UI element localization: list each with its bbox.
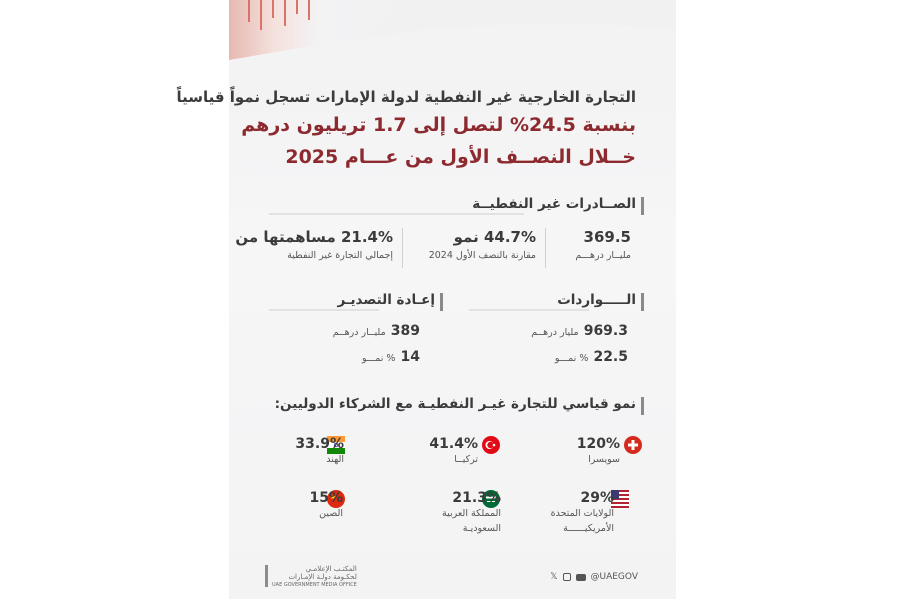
partner-pct: 120% bbox=[576, 436, 620, 452]
reexports-growth-row bbox=[270, 346, 420, 365]
partner-name: الولايات المتحدة bbox=[550, 508, 614, 519]
imports-growth: 22.5 bbox=[593, 349, 628, 365]
reexports-growth-unit: % نمـــو bbox=[361, 353, 396, 364]
reexports-title: إعـادة التصديـر bbox=[337, 292, 435, 308]
partner-switzerland-text bbox=[510, 436, 620, 467]
section-accent-bar bbox=[641, 397, 644, 415]
partner-turkey-text bbox=[368, 436, 478, 467]
infographic-card bbox=[176, 0, 676, 599]
headline-line-1: التجارة الخارجية غير النفطية لدولة الإمارات تسجل نمواً قياسياً bbox=[176, 88, 636, 106]
partner-pct: 41.4% bbox=[429, 436, 478, 452]
reexports-growth: 14 bbox=[400, 349, 420, 365]
imports-value: 969.3 bbox=[583, 323, 628, 339]
section-accent-bar bbox=[641, 197, 644, 215]
imports-unit: مليار درهــم bbox=[531, 327, 579, 338]
headline-line-3: خــلال النصــف الأول من عـــام 2025 bbox=[285, 146, 636, 168]
partner-pct: 15% bbox=[309, 490, 343, 506]
partner-pct: 29% bbox=[580, 490, 614, 506]
stat-separator bbox=[402, 228, 403, 268]
youtube-icon[interactable] bbox=[576, 574, 586, 581]
reexports-section-header bbox=[337, 292, 443, 308]
reexports-value-row bbox=[270, 320, 420, 339]
section-accent-bar bbox=[440, 293, 443, 311]
section-divider bbox=[269, 309, 379, 311]
partner-india-text bbox=[234, 436, 344, 467]
reexports-value: 389 bbox=[390, 323, 420, 339]
government-media-office-logo bbox=[265, 565, 357, 589]
section-divider bbox=[269, 213, 524, 215]
section-accent-bar bbox=[641, 293, 644, 311]
instagram-icon[interactable] bbox=[563, 573, 571, 581]
logo-text-1: المكتـب الإعلامـي bbox=[305, 565, 357, 573]
imports-section-header bbox=[557, 292, 644, 308]
partners-title: نمو قياسي للتجارة غيـر النفطيـة مع الشركاء الدوليين: bbox=[274, 396, 636, 412]
partners-section-header bbox=[275, 396, 644, 412]
partner-name-line2: الأمريكيــــــة bbox=[563, 523, 614, 534]
imports-growth-unit: % نمـــو bbox=[554, 353, 589, 364]
imports-title: الـــــواردات bbox=[557, 292, 636, 308]
partner-name: الصين bbox=[319, 508, 343, 519]
exports-stat-growth: 44.7% نمو مقارنة بالنصف الأول 2024 bbox=[428, 228, 536, 261]
exports-stat-share: 21.4% مساهمتها من إجمالي التجارة غير النفطية bbox=[235, 228, 393, 261]
x-icon[interactable]: 𝕏 bbox=[550, 572, 558, 582]
imports-growth-row bbox=[478, 346, 628, 365]
footer-social bbox=[550, 572, 638, 582]
partner-name: سويسرا bbox=[588, 454, 620, 465]
partner-pct: 21.3% bbox=[452, 490, 501, 506]
footer-handle[interactable]: @UAEGOV bbox=[590, 572, 638, 582]
section-divider bbox=[469, 309, 589, 311]
imports-value-row bbox=[478, 320, 628, 339]
exports-section-header bbox=[472, 196, 644, 212]
turkey-flag-icon bbox=[482, 436, 500, 454]
partner-name: المملكة العربية bbox=[442, 508, 501, 519]
partner-name-line2: السعوديـة bbox=[462, 523, 501, 534]
decorative-header-art bbox=[229, 0, 676, 85]
stat-separator bbox=[545, 228, 546, 268]
partner-china-text bbox=[233, 490, 343, 521]
logo-mark bbox=[265, 565, 268, 587]
logo-text-2: لحكـومة دولـة الإمـارات bbox=[288, 573, 357, 581]
partner-saudi-text bbox=[381, 490, 501, 536]
exports-title: الصــادرات غير النفطيــة bbox=[472, 196, 636, 212]
switzerland-flag-icon bbox=[624, 436, 642, 454]
partner-name: تركيــا bbox=[454, 454, 478, 465]
logo-text-3: UAE GOVERNMENT MEDIA OFFICE bbox=[272, 582, 357, 588]
exports-stat-value-amount: 369.5 مليــار درهـــم bbox=[575, 228, 631, 261]
partner-usa-text bbox=[494, 490, 614, 536]
partner-pct: 33.9% bbox=[295, 436, 344, 452]
headline-line-2: بنسبة 24.5% لتصل إلى 1.7 تريليون درهم bbox=[241, 114, 636, 136]
reexports-unit: مليــار درهــم bbox=[332, 327, 386, 338]
partner-name: الهند bbox=[326, 454, 344, 465]
